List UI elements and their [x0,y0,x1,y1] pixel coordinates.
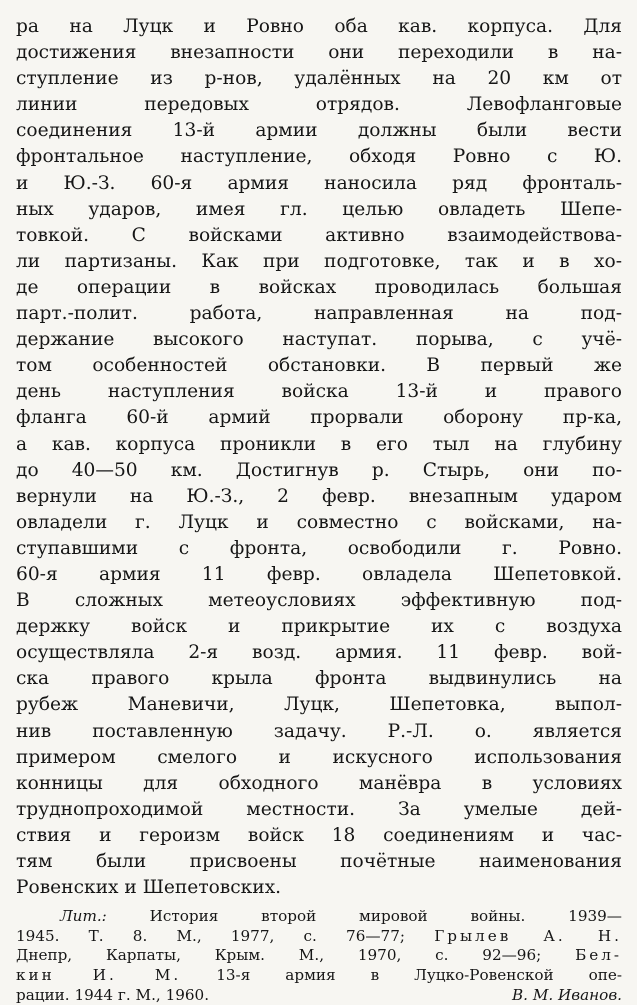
literature-line [16,907,622,927]
text-line: де операции в войсках проводилась большая [16,276,622,298]
text-line: конницы для обходного манёвра в условиях [16,772,622,794]
article-author-signature: В. М. Иванов. [512,985,622,1004]
text-line: нив поставленную задачу. Р.-Л. о. является [16,720,622,742]
literature-author: Бел- [575,946,622,965]
text-line: ступавшими с фронта, освободили г. Ровно. [16,537,622,559]
text-line: а кав. корпуса проникли в его тыл на глубину [16,433,622,455]
literature-author: кин И. М. [16,965,182,984]
text-line: фронтальное наступление, обходя Ровно с Ю. [16,146,622,168]
text-line: ствия и героизм войск 18 соединениям и час- [16,824,622,846]
text-line: труднопроходимой местности. За умелые дей- [16,798,622,820]
text-line: овладели г. Луцк и совместно с войсками, на- [16,511,622,533]
literature-author: Грылев А. Н. [434,926,622,945]
text-line: товкой. С войсками активно взаимодействова- [16,224,622,246]
literature-text: История второй мировой войны. 1939— [149,907,622,926]
text-line: держание высокого наступат. порыва, с учё- [16,329,622,351]
literature-text: рации. 1944 г. М., 1960. [16,985,210,1004]
text-line: достижения внезапности они переходили в на- [16,42,622,64]
text-line: до 40—50 км. Достигнув р. Стырь, они по- [16,459,622,481]
text-line: день наступления войска 13-й и правого [16,381,622,403]
text-line: соединения 13-й армии должны были вести [16,120,622,142]
article-body [16,14,622,901]
text-line: фланга 60-й армий прорвали оборону пр-ка, [16,407,622,429]
text-line: примером смелого и искусного использования [16,746,622,768]
text-line: тям были присвоены почётные наименования [16,851,622,872]
text-line: парт.-полит. работа, направленная на под- [16,303,622,325]
literature-text: 1945. Т. 8. М., 1977, с. 76—77; [16,926,405,945]
encyclopedia-page [16,14,622,1005]
text-line: осуществляла 2-я возд. армия. 11 февр. вой- [16,642,622,664]
text-line: ступление из р-нов, удалённых на 20 км от [16,68,622,90]
text-line: ных ударов, имея гл. целью овладеть Шепе- [16,198,622,220]
literature-line [16,927,622,947]
literature-label: Лит.: [60,907,107,926]
text-line: Ровенских и Шепетовских. [16,877,282,899]
literature-text: 13-я армия в Луцко-Ровенской опе- [216,965,622,984]
text-line: держку войск и прикрытие их с воздуха [16,616,622,638]
literature-line [16,966,622,986]
text-line: 60-я армия 11 февр. овладела Шепетовкой. [16,563,622,585]
text-line: вернули на Ю.-З., 2 февр. внезапным ударом [16,485,622,507]
text-line: В сложных метеоусловиях эффективную под- [16,590,622,612]
text-line: рубеж Маневичи, Луцк, Шепетовка, выпол- [16,694,622,716]
text-line: том особенностей обстановки. В первый же [16,355,622,377]
literature-line [16,946,622,966]
literature-text: Днепр, Карпаты, Крым. М., 1970, с. 92—96; [16,946,542,965]
text-line: ли партизаны. Как при подготовке, так и в хо- [16,250,622,272]
text-line: и Ю.-З. 60-я армия наносила ряд фронталь- [16,172,622,194]
literature-line [16,986,622,1005]
text-line: ска правого крыла фронта выдвинулись на [16,668,622,690]
literature-section [16,907,622,1005]
text-line: линии передовых отрядов. Левофланговые [16,94,622,116]
text-line: ра на Луцк и Ровно оба кав. корпуса. Для [16,16,622,37]
